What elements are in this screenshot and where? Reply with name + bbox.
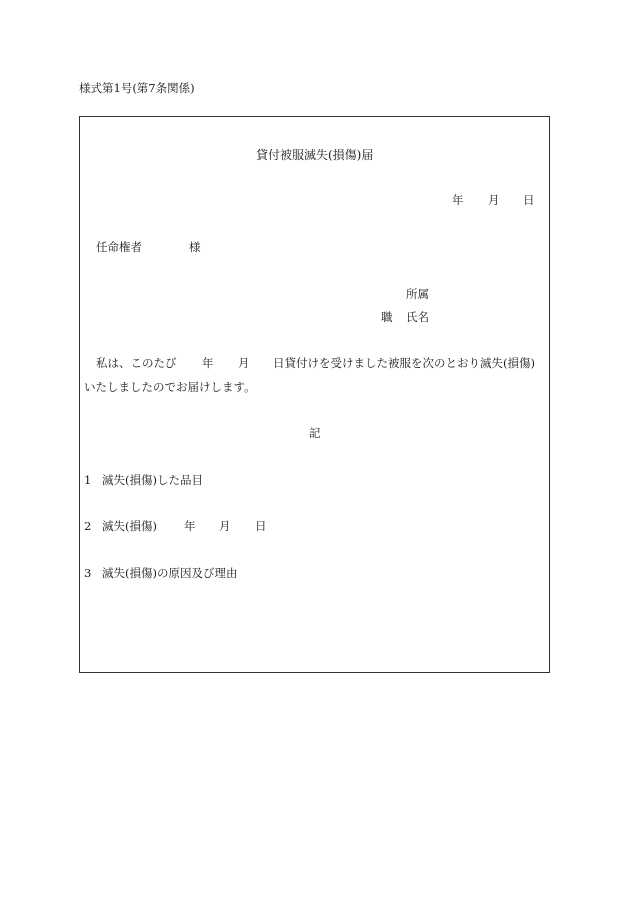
date-day-label: 日	[523, 193, 535, 207]
body-month-label: 月	[238, 356, 250, 370]
record-heading: 記	[309, 426, 321, 440]
position-label: 職	[381, 310, 393, 324]
name-label: 氏名	[406, 310, 429, 324]
body-year-label: 年	[202, 356, 214, 370]
item-year-label: 年	[184, 519, 196, 533]
form-frame	[79, 116, 550, 673]
item-number: 1	[84, 473, 92, 487]
date-month-label: 月	[488, 193, 500, 207]
item-label: 滅失(損傷)した品目	[102, 473, 203, 487]
addressee-role: 任命権者	[96, 240, 142, 254]
affiliation-label: 所属	[406, 287, 429, 301]
body-line1-end: 日貸付けを受けました被服を次のとおり滅失(損傷)	[273, 356, 535, 370]
item-label: 滅失(損傷)の原因及び理由	[102, 566, 238, 580]
form-number-label: 様式第1号(第7条関係)	[79, 81, 195, 95]
date-year-label: 年	[452, 193, 464, 207]
body-line2: いたしましたのでお届けします。	[84, 380, 256, 394]
item-label: 滅失(損傷)	[102, 519, 157, 533]
form-title: 貸付被服滅失(損傷)届	[256, 148, 374, 162]
body-line1-start: 私は、このたび	[96, 356, 177, 370]
addressee-honorific: 様	[189, 240, 201, 254]
item-day-label: 日	[255, 519, 267, 533]
item-number: 3	[84, 566, 92, 580]
item-number: 2	[84, 519, 92, 533]
item-month-label: 月	[219, 519, 231, 533]
